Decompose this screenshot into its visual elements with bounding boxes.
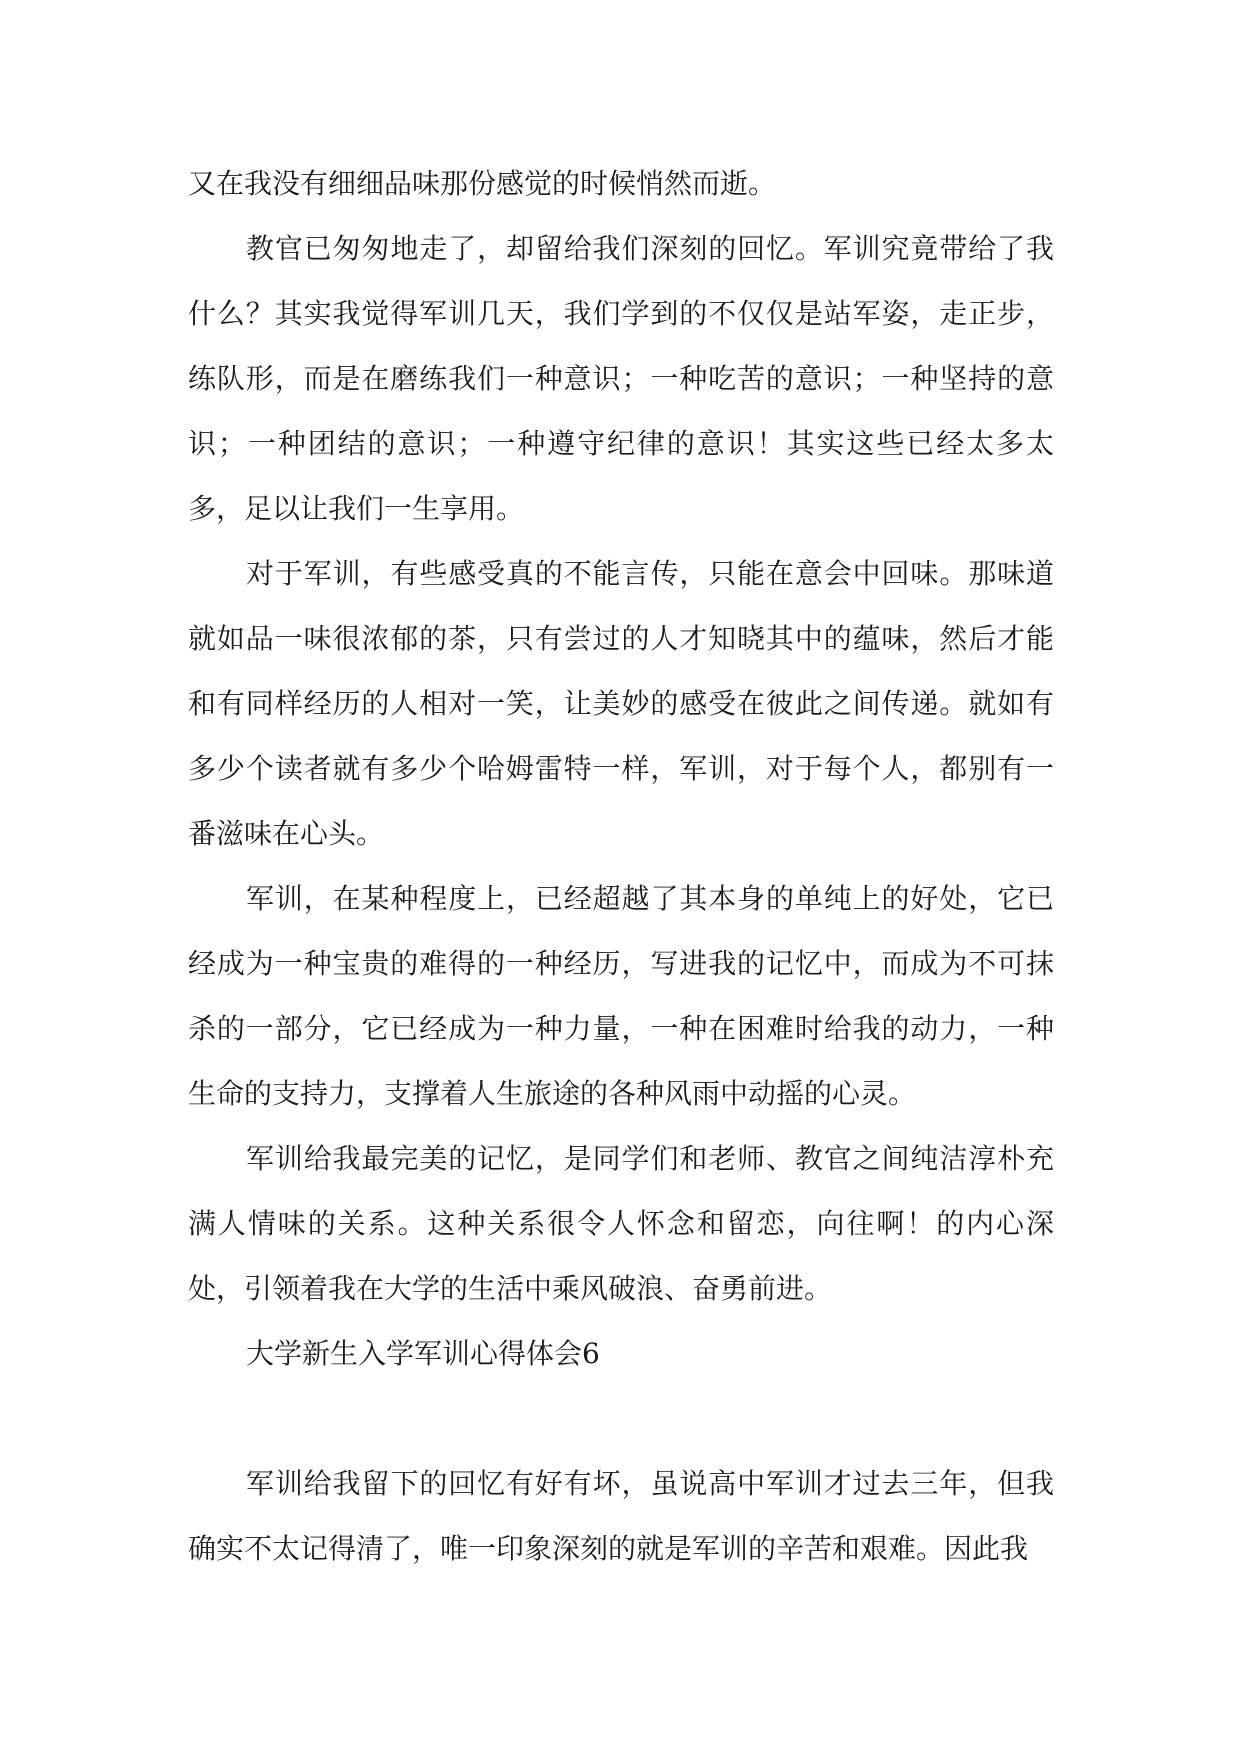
paragraph-2: 教官已匆匆地走了，却留给我们深刻的回忆。军训究竟带给了我什么？其实我觉得军训几天，我们学到的不仅仅是站军姿，走正步，练队形，而是在磨练我们一种意识；一种吃苦的意识；一种坚持的意识；一种团结的意识；一种遵守纪律的意识！其实这些已经太多太多，足以让我们一生享用。 bbox=[188, 232, 1054, 525]
paragraph-1: 又在我没有细细品味那份感觉的时候悄然而逝。 bbox=[188, 167, 777, 200]
paragraph-4: 军训，在某种程度上，已经超越了其本身的单纯上的好处，它已经成为一种宝贵的难得的一种经历，写进我的记忆中，而成为不可抹杀的一部分，它已经成为一种力量，一种在困难时给我的动力，一种生命的支持力，支撑着人生旅途的各种风雨中动摇的心灵。 bbox=[188, 882, 1054, 1110]
paragraph-5: 军训给我最完美的记忆，是同学们和老师、教官之间纯洁淳朴充满人情味的关系。这种关系很令人怀念和留恋，向往啊！的内心深处，引领着我在大学的生活中乘风破浪、奋勇前进。 bbox=[188, 1142, 1054, 1305]
blank-line bbox=[188, 1386, 1054, 1451]
body-text bbox=[188, 151, 1054, 1581]
paragraph-6: 军训给我留下的回忆有好有坏，虽说高中军训才过去三年，但我确实不太记得清了，唯一印象深刻的就是军训的辛苦和艰难。因此我 bbox=[188, 1467, 1054, 1565]
paragraph-3: 对于军训，有些感受真的不能言传，只能在意会中回味。那味道就如品一味很浓郁的茶，只有尝过的人才知晓其中的蕴味，然后才能和有同样经历的人相对一笑，让美妙的感受在彼此之间传递。就如有多少个读者就有多少个哈姆雷特一样，军训，对于每个人，都别有一番滋味在心头。 bbox=[188, 557, 1054, 850]
section-title: 大学新生入学军训心得体会6 bbox=[246, 1337, 600, 1370]
